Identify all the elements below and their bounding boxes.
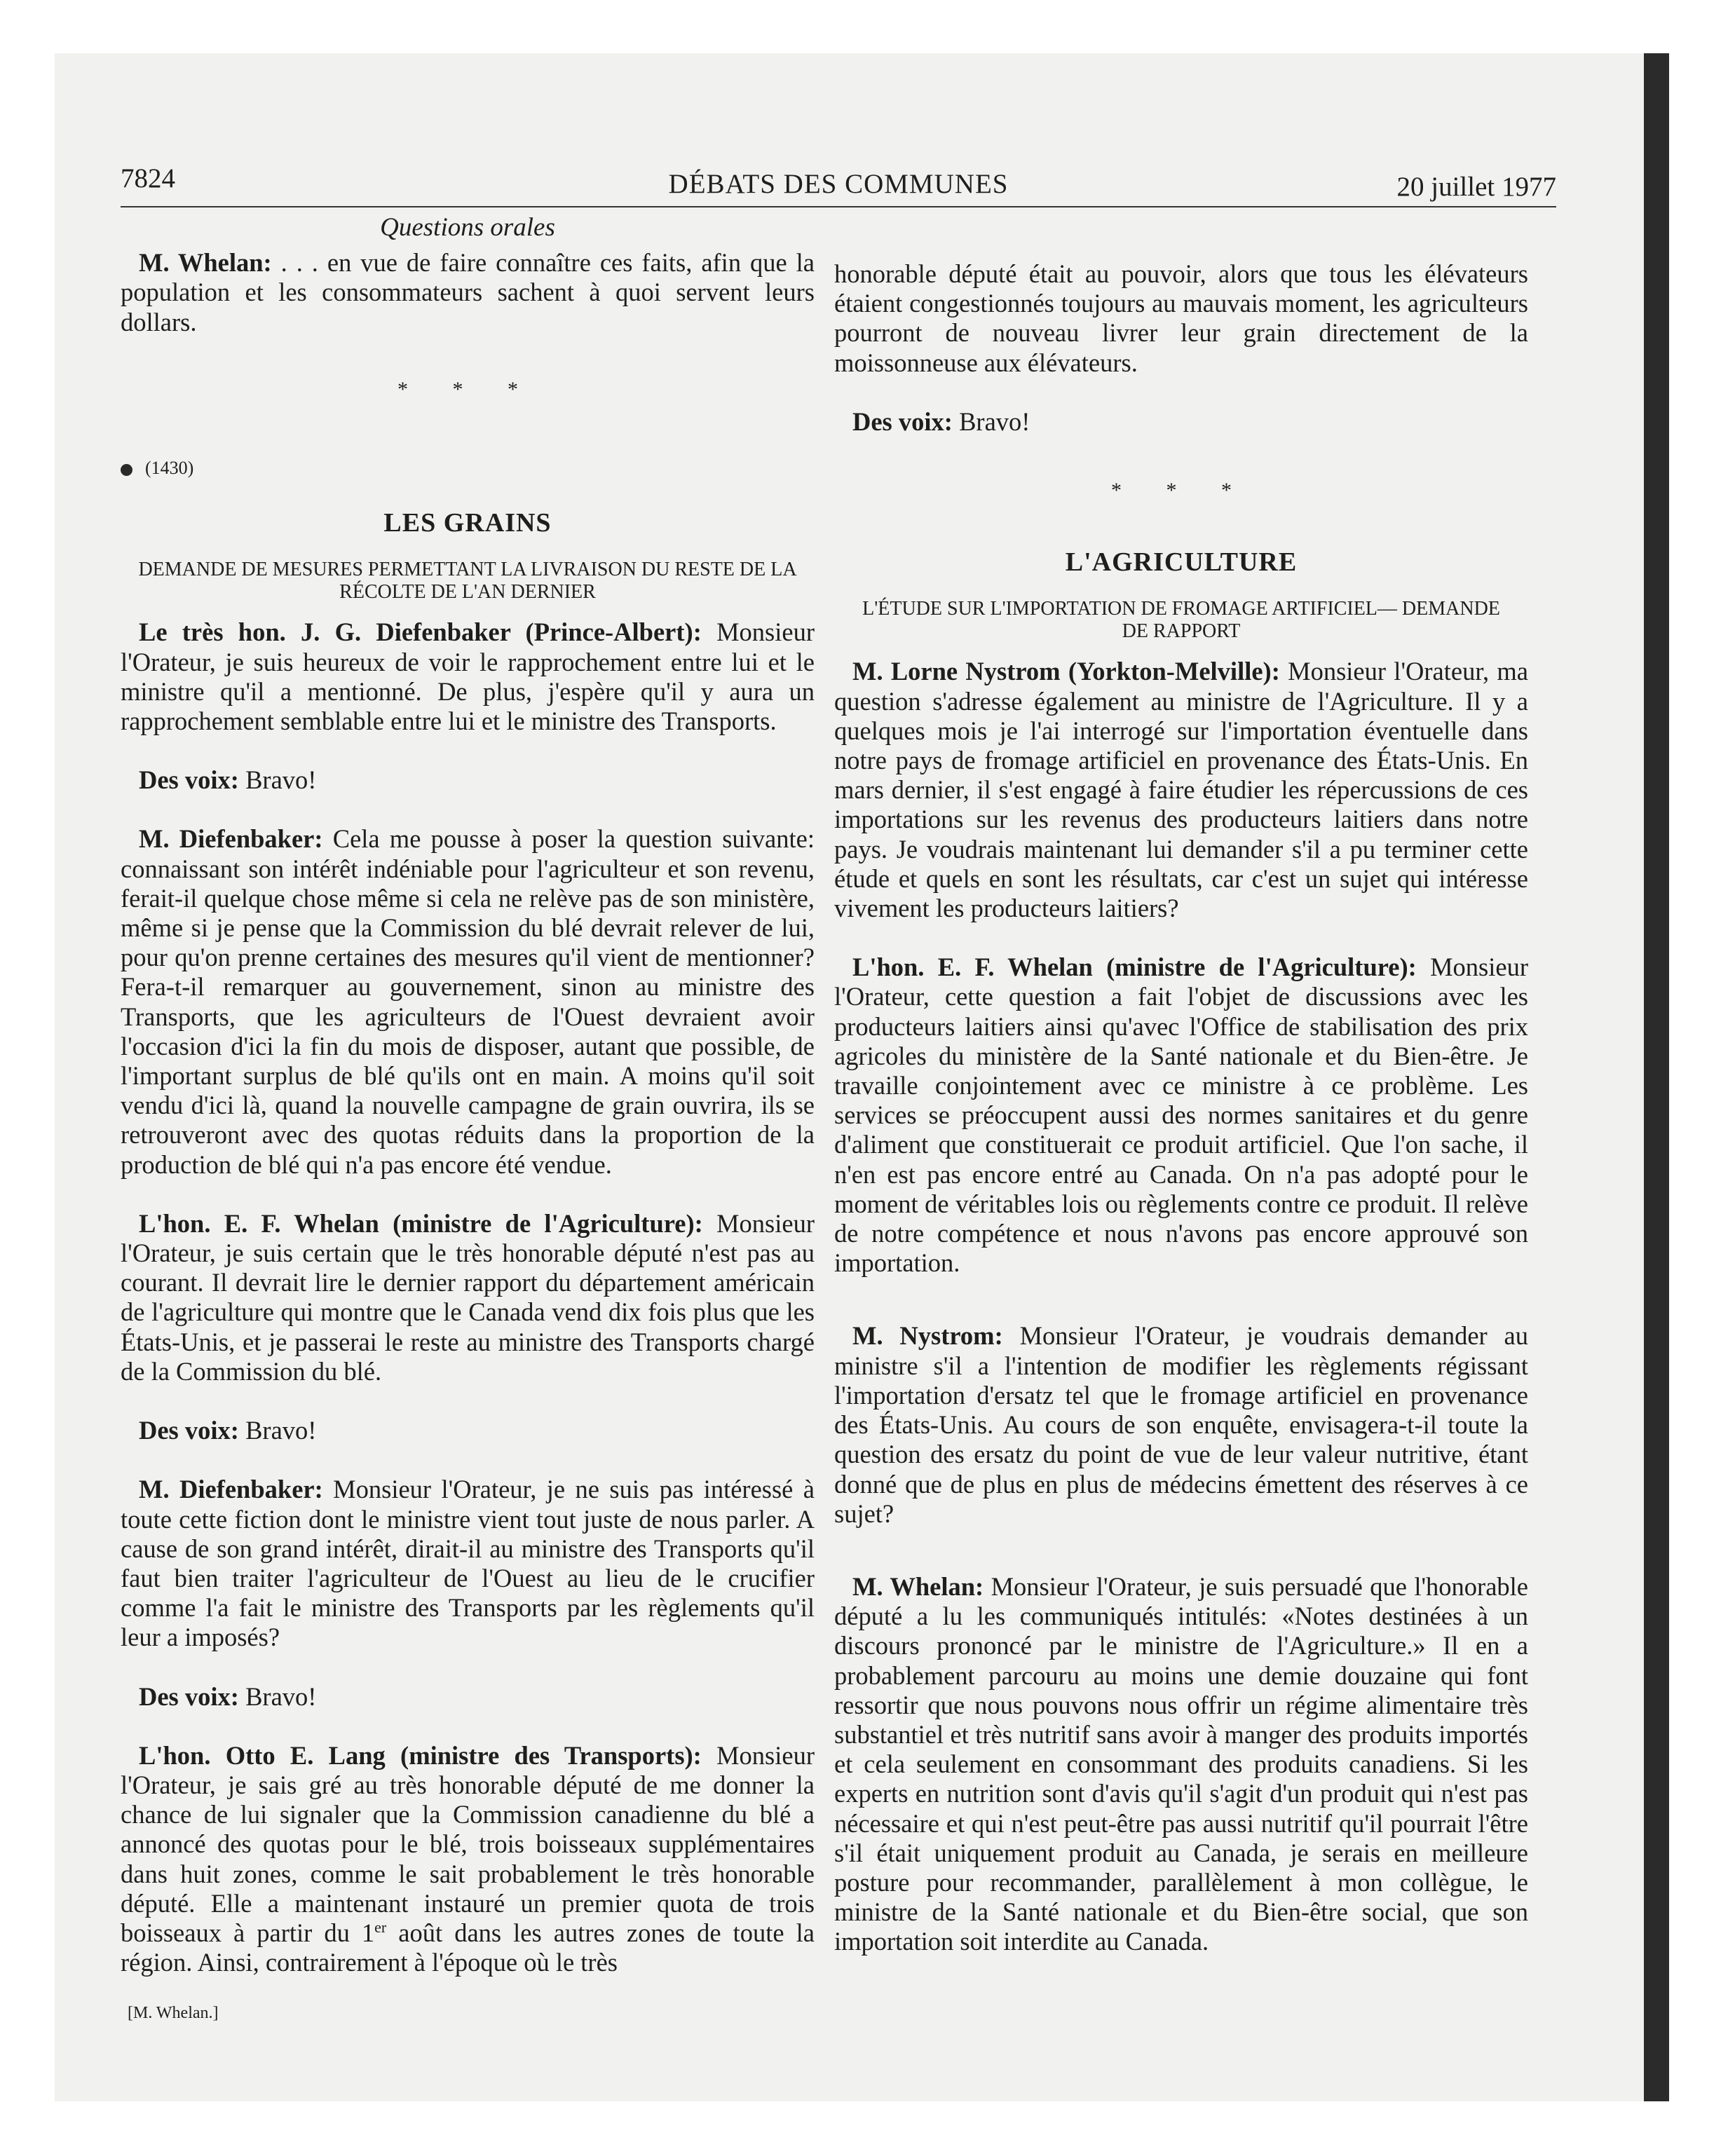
paragraph <box>834 953 1528 1278</box>
paragraph <box>834 1572 1528 1957</box>
page-header <box>121 158 1556 207</box>
speaker: M. Whelan: <box>139 248 272 278</box>
speaker: M. Diefenbaker: <box>139 824 323 854</box>
speech-text: Bravo! <box>238 1416 317 1445</box>
speech-text: Monsieur l'Orateur, cette question a fait l'objet de discussions avec les producteurs laitiers ainsi qu'avec l'Office de stabilisation des prix agricoles du ministère de la Santé nationale et du Bien-être. Je travaille conjointement avec ce ministre à ce problème. Les services se préoccupent aussi des normes sanitaires et du genre d'aliment que constituerait ce produit artificiel. Que l'on sache, il n'en est pas encore entré au Canada. On n'a pas adopté pour le moment de véritables lois ou règlements contre ce produit. Il relève de notre compétence et nous n'avons pas encore approuvé son importation. <box>834 953 1528 1278</box>
speaker: M. Whelan: <box>852 1571 984 1601</box>
speaker: Des voix: <box>139 765 239 795</box>
speaker: Des voix: <box>139 1681 239 1711</box>
paragraph <box>834 657 1528 923</box>
section-title: LES GRAINS <box>383 508 552 538</box>
bullet-icon <box>121 464 132 476</box>
speaker: Des voix: <box>852 407 953 436</box>
paragraph <box>121 1209 815 1386</box>
paragraph <box>121 248 815 337</box>
time-marker <box>121 453 815 483</box>
page-number: 7824 <box>121 163 175 193</box>
speaker: Des voix: <box>139 1416 239 1445</box>
paragraph <box>834 407 1528 437</box>
speaker: L'hon. E. F. Whelan (ministre de l'Agriculture): <box>139 1208 703 1238</box>
speech-text: Bravo! <box>238 765 317 795</box>
section-separator: * * * <box>1111 479 1251 503</box>
paragraph <box>121 1682 815 1712</box>
speech-text: Monsieur l'Orateur, je ne suis pas intéressé à toute cette fiction dont le ministre vient tout juste de nous parler. A cause de son grand intérêt, dirait-il au ministre des Transports qu'il faut bien traiter l'agriculteur de l'Ouest au lieu de le crucifier comme l'a fait le ministre des Transports par les règlements qu'il leur a imposés? <box>121 1475 815 1652</box>
speech-text: Monsieur l'Orateur, je suis heureux de voir le rapprochement entre lui et le ministre qu'il a mentionné. De plus, j'espère qu'il y aura un rapprochement semblable entre lui et le ministre des Transports. <box>121 618 815 736</box>
publication-title: DÉBATS DES COMMUNES <box>668 169 1009 199</box>
publication-date: 20 juillet 1977 <box>1396 172 1556 202</box>
paragraph <box>121 1475 815 1652</box>
section-subtitle: DEMANDE DE MESURES PERMETTANT LA LIVRAISON DU RESTE DE LA RÉCOLTE DE L'AN DERNIER <box>138 559 797 603</box>
speech-text: . . . en vue de faire connaître ces faits, afin que la population et les consommateurs sachent à quoi servent leurs dollars. <box>121 248 815 336</box>
section-subtitle: L'ÉTUDE SUR L'IMPORTATION DE FROMAGE ARTIFICIEL— DEMANDE DE RAPPORT <box>862 598 1500 643</box>
paragraph <box>121 1416 815 1445</box>
paragraph <box>121 765 815 795</box>
speech-text: Bravo! <box>952 407 1030 436</box>
paragraph <box>121 1741 815 1978</box>
speech-text: Monsieur l'Orateur, ma question s'adresse également au ministre de l'Agriculture. Il y a quelques mois je l'ai interrogé sur l'importation éventuelle dans notre pays de fromage artificiel en provenance des États-Unis. En mars dernier, il s'est engagé à faire étudier les répercussions de ces importations sur les revenus des producteurs laitiers dans notre pays. Je voudrais maintenant lui demander s'il a pu terminer cette étude et quels en sont les résultats, car c'est un sujet qui intéresse vivement les producteurs laitiers? <box>834 657 1528 923</box>
section-separator: * * * <box>397 377 538 401</box>
speech-text: Monsieur l'Orateur, je sais gré au très honorable député de me donner la chance de lui signaler que la Commission canadienne du blé a annoncé des quotas pour le blé, trois boisseaux supplémentaires dans huit zones, comme le sait probablement le très honorable député. Elle a maintenant instauré un premier quota de trois boisseaux à partir du 1 <box>121 1740 815 1947</box>
ordinal-suffix: er <box>374 1918 387 1936</box>
speaker: L'hon. Otto E. Lang (ministre des Transports): <box>139 1740 702 1770</box>
right-column <box>834 259 1528 1957</box>
paragraph <box>834 1321 1528 1528</box>
speech-text: Cela me pousse à poser la question suivante: connaissant son intérêt indéniable pour l'agriculteur et son revenu, ferait-il quelque chose même si cela ne relève pas de son ministère, même si je pense que la Commission du blé devrait relever de lui, pour qu'on prenne certaines des mesures qu'il vient de mentionner? Fera-t-il remarquer au gouvernement, sinon au ministre des Transports, que les agriculteurs de l'Ouest devraient avoir l'occasion d'ici la fin du mois de disposer, autant que possible, de l'important surplus de blé qu'ils ont en main. A moins qu'il soit vendu d'ici là, quand la nouvelle campagne de grain ouvrira, ils se retrouveront avec des quotas réduits dans la proportion de la production de blé qui n'a pas encore été vendue. <box>121 824 815 1179</box>
speech-text: Monsieur l'Orateur, je voudrais demander au ministre s'il a l'intention de modifier les règlements régissant l'importation d'ersatz tel que le fromage artificiel en provenance des États-Unis. Au cours de son enquête, envisagera-t-il toute la question des ersatz du point de vue de leur valeur nutritive, étant donné que de plus en plus de médecins émettent des réserves à ce sujet? <box>834 1321 1528 1528</box>
speech-text: Bravo! <box>238 1681 317 1711</box>
page-edge-shadow <box>1644 53 1669 2101</box>
footnote: [M. Whelan.] <box>128 2004 219 2023</box>
speech-text: août dans les autres zones de toute la région. Ainsi, contrairement à l'époque où le très <box>121 1918 815 1977</box>
paragraph <box>121 618 815 736</box>
speaker: L'hon. E. F. Whelan (ministre de l'Agriculture): <box>852 953 1417 982</box>
paragraph <box>121 824 815 1179</box>
running-head: Questions orales <box>380 213 555 242</box>
speaker: M. Nystrom: <box>852 1321 1003 1351</box>
speech-text: Monsieur l'Orateur, je suis certain que le très honorable député n'est pas au courant. Il devrait lire le dernier rapport du département américain de l'agriculture qui montre que le Canada vend dix fois plus que les États-Unis, et je passerai le reste au ministre des Transports chargé de la Commission du blé. <box>121 1208 815 1386</box>
paragraph <box>834 259 1528 378</box>
speech-text: Monsieur l'Orateur, je suis persuadé que l'honorable député a lu les communiqués intitulés: «Notes destinées à un discours prononcé par le ministre de l'Agriculture.» Il en a probablement parcouru au moins une demie douzaine qui font ressortir que nous pouvons nous offrir un régime alimentaire très substantiel et très nutritif sans avoir à manger des produits importés et cela seulement en consommant des produits canadiens. Si les experts en nutrition sont d'avis qu'il s'agit d'un produit qui n'est pas nécessaire et qui n'est peut-être pas aussi nutritif qu'il pourrait l'être s'il était uniquement produit au Canada, je serais en meilleure posture pour recommander, parallèlement à mon collègue, le ministre de la Santé nationale et du Bien-être social, que son importation soit interdite au Canada. <box>834 1571 1528 1956</box>
left-column <box>121 213 815 2028</box>
time-label: (1430) <box>145 458 194 479</box>
speaker: Le très hon. J. G. Diefenbaker (Prince-Albert): <box>139 618 702 647</box>
section-title: L'AGRICULTURE <box>1065 547 1298 578</box>
speaker: M. Lorne Nystrom (Yorkton-Melville): <box>852 657 1280 686</box>
speech-text: honorable député était au pouvoir, alors que tous les élévateurs étaient congestionnés toujours au mauvais moment, les agriculteurs pourront de nouveau livrer leur grain directement de la moissonneuse aux élévateurs. <box>834 259 1528 377</box>
speaker: M. Diefenbaker: <box>139 1475 323 1504</box>
